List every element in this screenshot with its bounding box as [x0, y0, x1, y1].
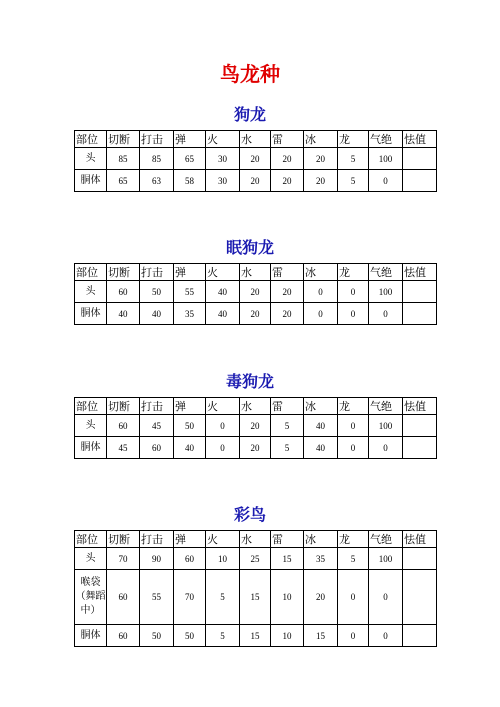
table-cell: 10	[271, 570, 304, 625]
table-cell	[403, 415, 437, 437]
table-row	[75, 625, 437, 647]
table-cell: 0	[369, 170, 403, 192]
table-cell: 70	[174, 570, 206, 625]
section-title: 毒狗龙	[225, 372, 274, 391]
column-header: 怯值	[403, 264, 437, 281]
table-cell: 60	[107, 281, 140, 303]
table-cell: 45	[107, 437, 140, 459]
table-cell: 65	[174, 148, 206, 170]
table-cell: 20	[240, 281, 271, 303]
table-row	[75, 548, 437, 570]
table-cell	[403, 303, 437, 325]
column-header: 弹	[174, 398, 206, 415]
damage-table	[74, 130, 437, 192]
table-cell: 30	[206, 148, 240, 170]
row-part: 头	[75, 415, 107, 437]
table-cell: 40	[140, 303, 174, 325]
column-header: 怯值	[403, 131, 437, 148]
table-cell: 5	[206, 570, 240, 625]
column-header: 水	[240, 398, 271, 415]
column-header: 龙	[338, 531, 369, 548]
column-header: 水	[240, 531, 271, 548]
table-cell: 55	[174, 281, 206, 303]
column-header: 冰	[304, 264, 338, 281]
table-cell: 15	[304, 625, 338, 647]
column-header: 冰	[304, 531, 338, 548]
damage-table	[74, 397, 437, 459]
table-cell: 35	[174, 303, 206, 325]
column-header: 切断	[107, 264, 140, 281]
column-header: 火	[206, 531, 240, 548]
table-cell: 63	[140, 170, 174, 192]
table-row	[75, 570, 437, 625]
column-header: 气绝	[369, 264, 403, 281]
column-header: 冰	[304, 131, 338, 148]
column-header: 切断	[107, 131, 140, 148]
row-part: 头	[75, 148, 107, 170]
column-header: 怯值	[403, 398, 437, 415]
table-cell: 40	[206, 281, 240, 303]
column-header: 水	[240, 131, 271, 148]
table-row	[75, 281, 437, 303]
table-row	[75, 303, 437, 325]
table-cell: 5	[271, 415, 304, 437]
column-header: 打击	[140, 264, 174, 281]
table-cell: 0	[338, 303, 369, 325]
table-cell: 40	[304, 415, 338, 437]
table-cell: 0	[338, 415, 369, 437]
column-header: 部位	[75, 398, 107, 415]
column-header: 打击	[140, 131, 174, 148]
table-cell: 60	[174, 548, 206, 570]
column-header: 部位	[75, 264, 107, 281]
row-part: 胴体	[75, 437, 107, 459]
table-cell: 0	[369, 437, 403, 459]
table-cell	[403, 570, 437, 625]
column-header: 气绝	[369, 131, 403, 148]
table-header-row	[75, 531, 437, 548]
table-cell: 45	[140, 415, 174, 437]
table-cell: 50	[140, 625, 174, 647]
column-header: 打击	[140, 531, 174, 548]
table-header-row	[75, 131, 437, 148]
table-cell: 100	[369, 548, 403, 570]
table-cell: 40	[304, 437, 338, 459]
table-row	[75, 170, 437, 192]
column-header: 雷	[271, 264, 304, 281]
column-header: 雷	[271, 398, 304, 415]
table-row	[75, 437, 437, 459]
table-header-row	[75, 264, 437, 281]
table-cell: 20	[304, 170, 338, 192]
table-cell: 20	[271, 148, 304, 170]
column-header: 龙	[338, 398, 369, 415]
table-cell: 15	[240, 625, 271, 647]
table-header-row	[75, 398, 437, 415]
table-cell: 20	[271, 303, 304, 325]
table-cell: 58	[174, 170, 206, 192]
table-cell	[403, 625, 437, 647]
column-header: 雷	[271, 131, 304, 148]
table-cell: 0	[338, 625, 369, 647]
section-dugougou	[74, 371, 426, 459]
table-cell: 0	[304, 303, 338, 325]
table-cell: 20	[240, 415, 271, 437]
table-cell: 5	[338, 548, 369, 570]
column-header: 水	[240, 264, 271, 281]
table-cell: 35	[304, 548, 338, 570]
row-part: 喉袋（舞蹈中）	[75, 570, 107, 625]
table-cell: 5	[338, 170, 369, 192]
row-part: 头	[75, 281, 107, 303]
table-cell: 90	[140, 548, 174, 570]
table-cell: 0	[369, 625, 403, 647]
column-header: 火	[206, 398, 240, 415]
column-header: 打击	[140, 398, 174, 415]
column-header: 火	[206, 264, 240, 281]
table-cell: 0	[369, 303, 403, 325]
table-cell: 20	[240, 303, 271, 325]
table-cell: 10	[271, 625, 304, 647]
section-title: 眠狗龙	[225, 238, 274, 257]
table-cell: 5	[338, 148, 369, 170]
column-header: 切断	[107, 398, 140, 415]
table-cell: 10	[206, 548, 240, 570]
column-header: 弹	[174, 131, 206, 148]
row-part: 头	[75, 548, 107, 570]
table-cell: 20	[271, 170, 304, 192]
table-cell: 15	[240, 570, 271, 625]
table-cell	[403, 170, 437, 192]
table-cell: 60	[107, 625, 140, 647]
column-header: 冰	[304, 398, 338, 415]
damage-table	[74, 263, 437, 325]
table-cell: 0	[369, 570, 403, 625]
section-gougou	[74, 104, 426, 192]
damage-table	[74, 530, 437, 647]
table-cell: 100	[369, 148, 403, 170]
table-cell: 40	[206, 303, 240, 325]
table-cell: 60	[107, 570, 140, 625]
column-header: 部位	[75, 531, 107, 548]
table-cell: 100	[369, 415, 403, 437]
table-cell: 60	[107, 415, 140, 437]
table-cell	[403, 148, 437, 170]
column-header: 龙	[338, 131, 369, 148]
section-miangougou	[74, 237, 426, 325]
table-cell: 50	[174, 625, 206, 647]
table-cell: 50	[140, 281, 174, 303]
table-cell: 25	[240, 548, 271, 570]
table-cell: 20	[240, 170, 271, 192]
table-cell: 85	[107, 148, 140, 170]
table-cell: 0	[206, 437, 240, 459]
row-part: 胴体	[75, 170, 107, 192]
column-header: 部位	[75, 131, 107, 148]
table-row	[75, 415, 437, 437]
section-title: 彩鸟	[233, 505, 266, 524]
table-cell: 20	[240, 437, 271, 459]
table-cell: 0	[338, 281, 369, 303]
column-header: 怯值	[403, 531, 437, 548]
table-cell: 55	[140, 570, 174, 625]
table-cell: 20	[304, 570, 338, 625]
column-header: 火	[206, 131, 240, 148]
column-header: 气绝	[369, 398, 403, 415]
table-cell: 50	[174, 415, 206, 437]
table-cell: 0	[338, 570, 369, 625]
table-cell: 0	[304, 281, 338, 303]
table-cell: 5	[271, 437, 304, 459]
column-header: 弹	[174, 264, 206, 281]
table-cell: 5	[206, 625, 240, 647]
table-cell	[403, 281, 437, 303]
table-row	[75, 148, 437, 170]
row-part: 胴体	[75, 625, 107, 647]
column-header: 雷	[271, 531, 304, 548]
table-cell: 40	[107, 303, 140, 325]
row-part: 胴体	[75, 303, 107, 325]
column-header: 弹	[174, 531, 206, 548]
table-cell: 20	[271, 281, 304, 303]
table-cell: 20	[240, 148, 271, 170]
table-cell: 65	[107, 170, 140, 192]
section-title: 狗龙	[233, 105, 266, 124]
table-cell: 70	[107, 548, 140, 570]
table-cell: 40	[174, 437, 206, 459]
table-cell: 20	[304, 148, 338, 170]
table-cell	[403, 548, 437, 570]
table-cell: 15	[271, 548, 304, 570]
page-title: 鸟龙种	[220, 62, 280, 86]
table-cell: 0	[206, 415, 240, 437]
table-cell: 85	[140, 148, 174, 170]
column-header: 龙	[338, 264, 369, 281]
table-cell	[403, 437, 437, 459]
column-header: 气绝	[369, 531, 403, 548]
table-cell: 100	[369, 281, 403, 303]
table-cell: 0	[338, 437, 369, 459]
section-caiNiao	[74, 504, 426, 647]
column-header: 切断	[107, 531, 140, 548]
table-cell: 60	[140, 437, 174, 459]
table-cell: 30	[206, 170, 240, 192]
